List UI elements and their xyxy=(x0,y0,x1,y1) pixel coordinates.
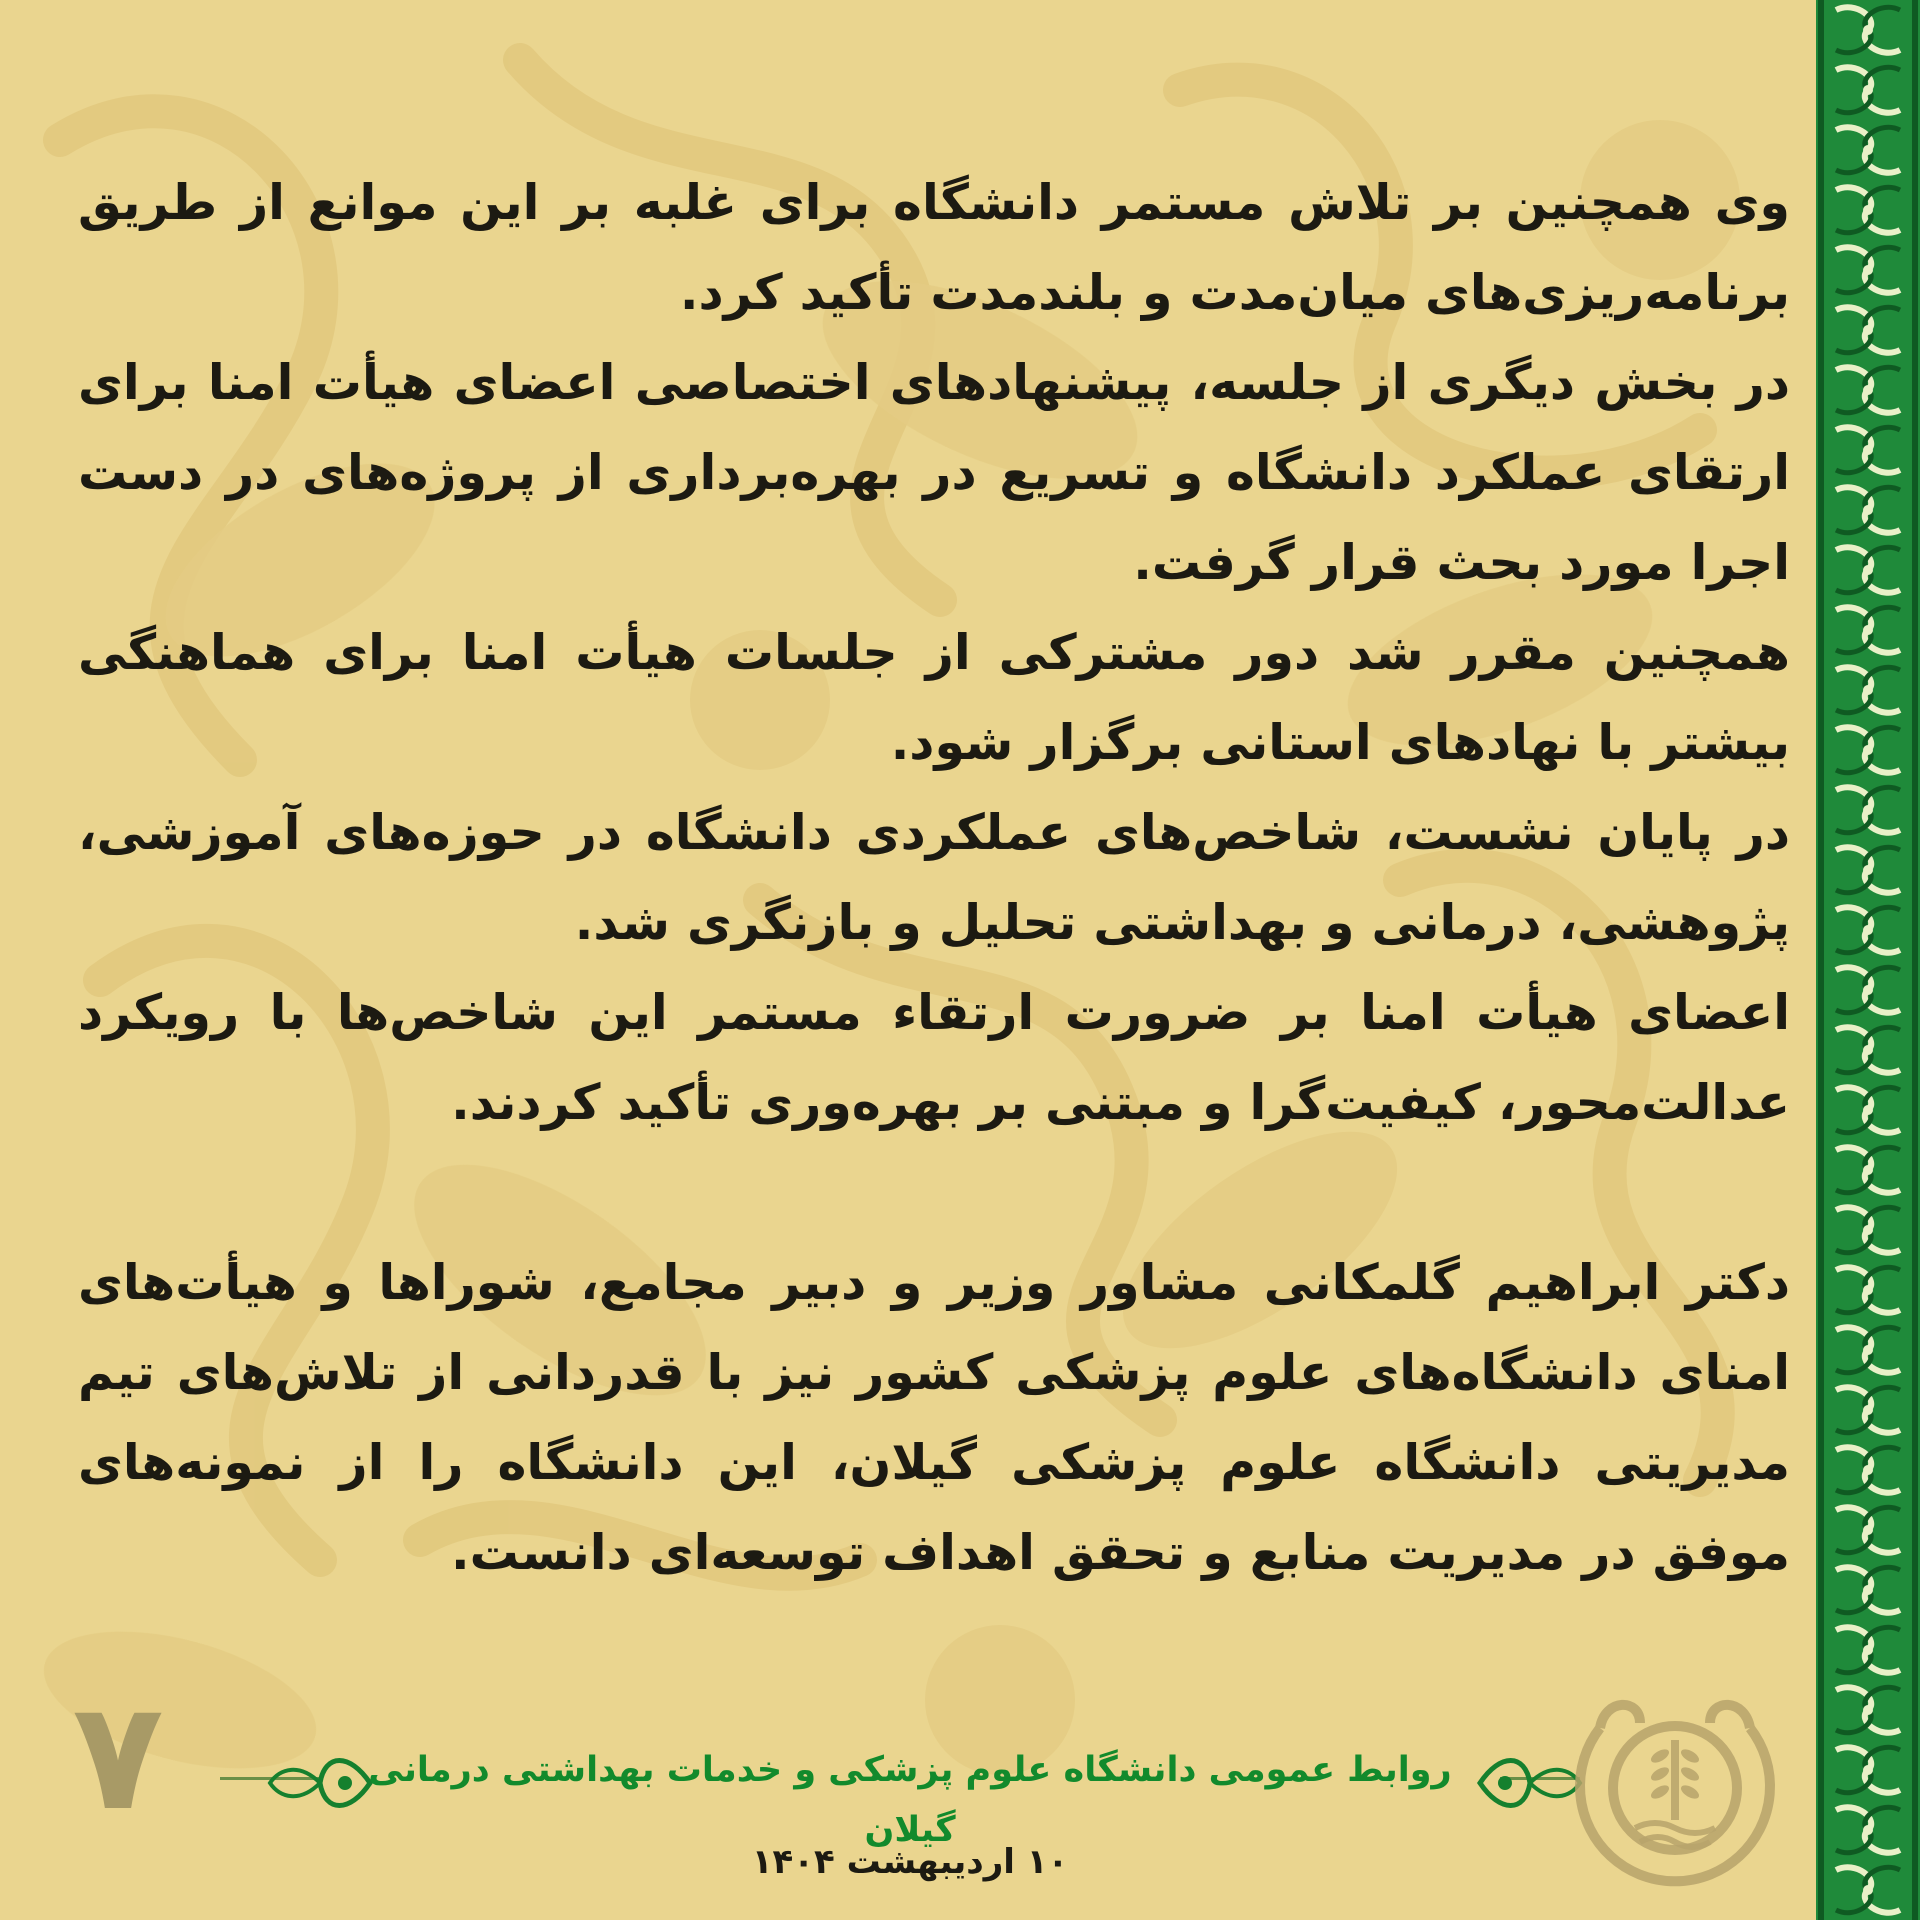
paragraph: وی همچنین بر تلاش مستمر دانشگاه برای غلبه بر این موانع از طریق برنامه‌ریزی‌های میان‌مدت و بلندمدت تأکید کرد. xyxy=(78,174,1790,321)
svg-text:۷: ۷ xyxy=(72,1688,164,1828)
decorative-border xyxy=(1816,0,1920,1920)
organization-name: روابط عمومی دانشگاه علوم پزشکی و خدمات بهداشتی درمانی گیلان xyxy=(368,1750,1452,1850)
paragraph: اعضای هیأت امنا بر ضرورت ارتقاء مستمر این شاخص‌ها با رویکرد عدالت‌محور، کیفیت‌گرا و مبتنی بر بهره‌وری تأکید کردند. xyxy=(78,984,1790,1131)
university-emblem-icon xyxy=(1560,1668,1790,1898)
paragraph: دکتر ابراهیم گلمکانی مشاور وزیر و دبیر مجامع، شوراها و هیأت‌های امنای دانشگاه‌های علوم پزشکی کشور نیز با قدردانی از تلاش‌های تیم مدیریتی دانشگاه علوم پزشکی گیلان، این دانشگاه را از نمونه‌های موفق در مدیریت منابع و تحقق اهداف توسعه‌ای دانست. xyxy=(78,1254,1790,1581)
publish-date: ۱۰ اردیبهشت ۱۴۰۴ xyxy=(751,1842,1069,1882)
article-body xyxy=(78,158,1790,1598)
page-number xyxy=(68,1688,168,1828)
paragraph: همچنین مقرر شد دور مشترکی از جلسات هیأت امنا برای هماهنگی بیشتر با نهادهای استانی برگزار شود. xyxy=(78,624,1790,771)
paragraph: در بخش دیگری از جلسه، پیشنهادهای اختصاصی اعضای هیأت امنا برای ارتقای عملکرد دانشگاه و تسریع در بهره‌برداری از پروژه‌های در دست اجرا مورد بحث قرار گرفت. xyxy=(78,354,1790,591)
paragraph: در پایان نشست، شاخص‌های عملکردی دانشگاه در حوزه‌های آموزشی، پژوهشی، درمانی و بهداشتی تحلیل و بازنگری شد. xyxy=(78,804,1790,951)
